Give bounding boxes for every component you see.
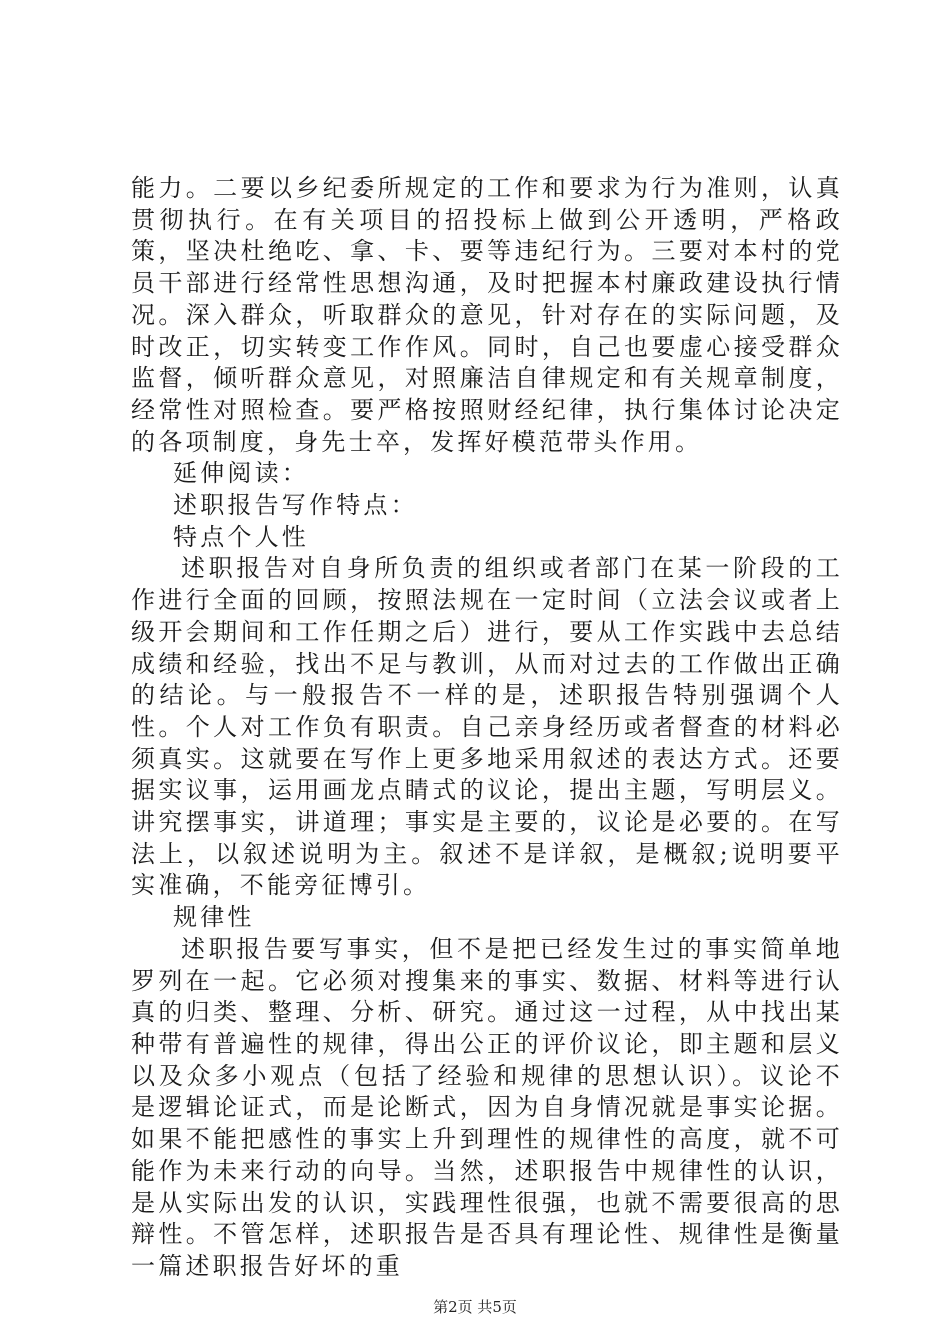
paragraph-continuation: 能力。二要以乡纪委所规定的工作和要求为行为准则，认真贯彻执行。在有关项目的招投标上做到公开透明，严格政策，坚决杜绝吃、拿、卡、要等违纪行为。三要对本村的党员干部进行经常性思想沟通，及时把握本村廉政建设执行情况。深入群众，听取群众的意见，针对存在的实际问题，及时改正，切实转变工作作风。同时，自己也要虚心接受群众监督，倾听群众意见，对照廉洁自律规定和有关规章制度，经常性对照检查。要严格按照财经纪律，执行集体讨论决定的各项制度，身先士卒，发挥好模范带头作用。	[131, 174, 843, 456]
document-body	[131, 173, 843, 1283]
regularity-heading: 规律性	[173, 903, 255, 932]
extended-reading-label: 延伸阅读：	[173, 459, 309, 488]
features-heading: 述职报告写作特点：	[173, 491, 418, 520]
personal-heading: 特点个人性	[173, 522, 309, 551]
regularity-paragraph: 述职报告要写事实，但不是把已经发生过的事实简单地罗列在一起。它必须对搜集来的事实、数据、材料等进行认真的归类、整理、分析、研究。通过这一过程，从中找出某种带有普遍性的规律，得出公正的评价议论，即主题和层义以及众多小观点（包括了经验和规律的思想认识）。议论不是逻辑论证式，而是论断式，因为自身情况就是事实论据。如果不能把感性的事实上升到理性的规律性的高度，就不可能作为未来行动的向导。当然，述职报告中规律性的认识，是从实际出发的认识，实践理性很强，也就不需要很高的思辩性。不管怎样，述职报告是否具有理论性、规律性是衡量一篇述职报告好坏的重	[131, 934, 843, 1280]
personal-paragraph: 述职报告对自身所负责的组织或者部门在某一阶段的工作进行全面的回顾，按照法规在一定时间（立法会议或者上级开会期间和工作任期之后）进行，要从工作实践中去总结成绩和经验，找出不足与教训，从而对过去的工作做出正确的结论。与一般报告不一样的是，述职报告特别强调个人性。个人对工作负有职责。自己亲身经历或者督查的材料必须真实。这就要在写作上更多地采用叙述的表达方式。还要据实议事，运用画龙点睛式的议论，提出主题，写明层义。讲究摆事实，讲道理；事实是主要的，议论是必要的。在写法上，以叙述说明为主。叙述不是详叙，是概叙;说明要平实准确，不能旁征博引。	[131, 554, 843, 900]
page-indicator: 第2页 共5页	[433, 1298, 517, 1316]
page-footer	[0, 1296, 950, 1317]
